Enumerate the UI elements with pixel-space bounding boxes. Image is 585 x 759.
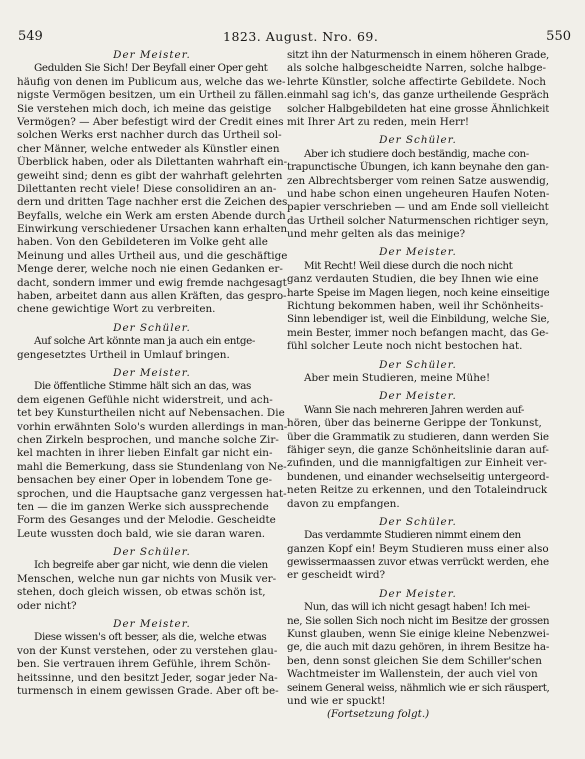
- running-head: 1823. August. Nro. 69.: [223, 29, 379, 44]
- text-line: chen Zirkeln besprochen, und manche solche Zir-: [17, 433, 279, 446]
- paragraph-start: Nun, das will ich nicht gesagt haben! Ich mei-: [304, 601, 530, 614]
- speaker-label: Der Schüler.: [379, 358, 457, 371]
- text-line: mit Ihrer Art zu reden, mein Herr!: [287, 115, 470, 128]
- text-line: fähiger seyn, die ganze Schönheitslinie daran auf-: [287, 443, 549, 456]
- paragraph-start: Auf solche Art könnte man ja auch ein entge-: [34, 335, 255, 348]
- text-line: tet bey Kunsturtheilen nicht auf Nebensachen. Die: [17, 407, 285, 420]
- text-line: oder nicht?: [17, 599, 77, 612]
- text-line: ge, die auch mit dazu gehören, in ihrem Besitze ha-: [287, 641, 549, 654]
- text-line: stehen, doch gleich wissen, ob etwas schön ist,: [17, 586, 266, 599]
- text-line: ganz verdauten Studien, die bey Ihnen wie eine: [287, 273, 539, 286]
- text-line: kel machten in ihrer lieben Einfalt gar nicht ein-: [17, 447, 273, 460]
- text-line: Menschen, welche nun gar nichts von Musik ver-: [17, 572, 277, 585]
- page-number-right: 550: [546, 29, 571, 44]
- text-line: mein Bester, immer noch befangen macht, das Ge-: [287, 326, 549, 339]
- text-line: dacht, sondern immer und ewig fremde nachgesagt: [17, 276, 287, 289]
- text-line: hören, über das beinerne Gerippe der Tonkunst,: [287, 417, 542, 430]
- speaker-label: Der Meister.: [113, 366, 191, 379]
- text-line: haben. Von den Gebildeteren im Volke geht alle: [17, 236, 268, 249]
- text-line: über die Grammatik zu studieren, dann werden Sie: [287, 430, 549, 443]
- text-line: und habe schon einen ungeheuren Haufen Noten-: [287, 187, 549, 200]
- text-line: seinem General weiss, nähmlich wie er sich räuspert,: [287, 681, 549, 694]
- speaker-label: Der Meister.: [379, 390, 457, 403]
- text-line: solchen Werks erst nachher durch das Urtheil sol-: [17, 129, 282, 142]
- text-line: nigste Vermögen besitzen, um ein Urtheil zu fällen.: [17, 89, 287, 102]
- text-line: Überblick haben, oder als Dilettanten wahrhaft ein-: [17, 156, 287, 169]
- text-line: davon zu empfangen.: [287, 497, 400, 510]
- text-line: und mehr gelten als das meinige?: [287, 228, 466, 241]
- right-column: [287, 49, 549, 722]
- speaker-label: Der Schüler.: [379, 515, 457, 528]
- text-line: ben. Sie vertrauen ihrem Gefühle, ihrem Schön-: [17, 658, 271, 671]
- text-line: Sie verstehen mich doch, ich meine das geistige: [17, 102, 272, 115]
- text-line: von der Kunst verstehen, oder zu verstehen glau-: [17, 644, 278, 657]
- text-line: sprochen, und die Hauptsache ganz vergessen hat-: [17, 487, 287, 500]
- speaker-label: Der Schüler.: [379, 134, 457, 147]
- text-line: das Urtheil solcher Naturmenschen richtiger seyn,: [287, 214, 549, 227]
- text-line: Einwirkung verschiedener Ursachen kann erhalten: [17, 223, 287, 236]
- page-header: [18, 29, 571, 45]
- continuation-note: (Fortsetzung folgt.): [327, 708, 430, 721]
- speaker-label: Der Meister.: [113, 49, 191, 61]
- speaker-label: Der Schüler.: [113, 321, 191, 334]
- text-line: Richtung bekommen haben, weil ihr Schönheits-: [287, 300, 544, 313]
- paragraph-start: Ich begreife aber gar nicht, wie denn die vielen: [34, 559, 268, 572]
- text-line: gengesetztes Urtheil in Umlauf bringen.: [17, 348, 230, 361]
- paragraph-start: Aber mein Studieren, meine Mühe!: [304, 371, 491, 384]
- paragraph-start: Gedulden Sie Sich! Der Beyfall einer Oper geht: [34, 62, 268, 75]
- text-line: Meinung und alles Urtheil aus, und die geschäftige: [17, 249, 287, 262]
- text-line: Menge derer, welche noch nie einen Gedanken er-: [17, 263, 283, 276]
- speaker-label: Der Meister.: [113, 618, 191, 631]
- text-line: heitssinne, und den besitzt Jeder, sogar jeder Na-: [17, 671, 278, 684]
- text-line: gewissermaassen zuvor etwas verrückt werden, ehe: [287, 556, 549, 569]
- text-line: bundenen, und einander wechselseitig untergeord-: [287, 470, 549, 483]
- text-line: lehrte Künstler, solche affectirte Gebildete. Noch: [287, 75, 546, 88]
- page-number-left: 549: [18, 29, 43, 44]
- text-line: zen Albrechtsberger vom reinen Satze auswendig,: [287, 174, 549, 187]
- text-line: ne, Sie sollen Sich noch nicht im Besitze der grossen: [287, 614, 549, 627]
- text-line: ganzen Kopf ein! Beym Studieren muss einer also: [287, 542, 549, 555]
- text-line: Wachtmeister im Wallenstein, der auch viel von: [287, 668, 538, 681]
- text-line: chene gewichtige Wort zu verbreiten.: [17, 303, 216, 316]
- paragraph-start: Die öffentliche Stimme hält sich an das, was: [34, 380, 252, 393]
- text-line: haben, arbeitet dann aus allen Kräften, das gespro-: [17, 290, 287, 303]
- speaker-label: Der Schüler.: [113, 546, 191, 559]
- text-line: harte Speise im Magen liegen, noch keine einseitige: [287, 286, 549, 299]
- text-line: Beyfalls, welche ein Werk am ersten Abende durch: [17, 209, 286, 222]
- text-line: zufinden, und die mannigfaltigen zur Einheit ver-: [287, 457, 547, 470]
- text-line: cher Männer, welche entweder als Künstler einen: [17, 142, 280, 155]
- paragraph-start: Diese wissen's oft besser, als die, welche etwas: [34, 631, 267, 644]
- text-line: Form des Gesanges und der Melodie. Gescheidte: [17, 514, 276, 527]
- text-line: bensachen bey einer Oper in lobendem Tone ge-: [17, 474, 273, 487]
- text-line: dem eigenen Gefühle nicht widerstreit, und ach-: [17, 393, 273, 406]
- text-line: häufig von denen im Publicum aus, welche das we-: [17, 75, 286, 88]
- text-line: einmahl sag ich's, das ganze urtheilende Gespräch: [287, 89, 549, 102]
- paragraph-start: Wann Sie nach mehreren Jahren werden auf-: [304, 403, 525, 416]
- paragraph-start: Aber ich studiere doch beständig, mache con-: [304, 147, 529, 160]
- text-line: trapunctische Übungen, ich kann beynahe den gan-: [287, 161, 549, 174]
- text-line: und wie er spuckt!: [287, 694, 386, 707]
- text-line: Dilettanten recht viele! Diese consolidiren an an-: [17, 182, 277, 195]
- text-line: Kunst glauben, wenn Sie einige kleine Nebenzwei-: [287, 628, 549, 641]
- text-line: mahl die Bemerkung, dass sie Stundenlang von Ne-: [17, 460, 287, 473]
- text-line: solcher Halbgebildeten hat eine grosse Ähnlichkeit: [287, 102, 549, 115]
- text-line: turmensch in einem gewissen Grade. Aber oft be-: [17, 684, 279, 697]
- text-line: geweiht sind; denn es gibt der wahrhaft gelehrten: [17, 169, 283, 182]
- text-line: vorhin erwähnten Solo's wurden allerdings in man-: [17, 420, 287, 433]
- text-line: ten — die im ganzen Werke sich aussprechende: [17, 500, 269, 513]
- paragraph-start: Mit Recht! Weil diese durch die noch nicht: [304, 259, 513, 272]
- text-line: Sinn lebendiger ist, weil die Einbildung, welche Sie,: [287, 313, 549, 326]
- paragraph-start: Das verdammte Studieren nimmt einem den: [304, 529, 521, 542]
- text-line: sitzt ihn der Naturmensch in einem höheren Grade,: [287, 49, 549, 61]
- left-column: [17, 49, 287, 698]
- speaker-label: Der Meister.: [379, 246, 457, 259]
- text-line: ben, denn sonst gleichen Sie dem Schiller'schen: [287, 654, 542, 667]
- text-line: dern und dritten Tage nachher erst die Zeichen des: [17, 196, 287, 209]
- text-line: papier verschrieben — und am Ende soll vielleicht: [287, 201, 549, 214]
- text-line: fühl solcher Leute noch nicht bestochen hat.: [287, 340, 523, 353]
- text-line: neten Reitze zu erkennen, und den Totaleindruck: [287, 484, 548, 497]
- text-line: als solche halbgescheidte Narren, solche halbge-: [287, 62, 546, 75]
- text-line: Leute wussten doch bald, wie sie daran waren.: [17, 527, 266, 540]
- text-line: er gescheidt wird?: [287, 569, 386, 582]
- text-line: Vermögen? — Aber befestigt wird der Credit eines: [17, 115, 284, 128]
- speaker-label: Der Meister.: [379, 587, 457, 600]
